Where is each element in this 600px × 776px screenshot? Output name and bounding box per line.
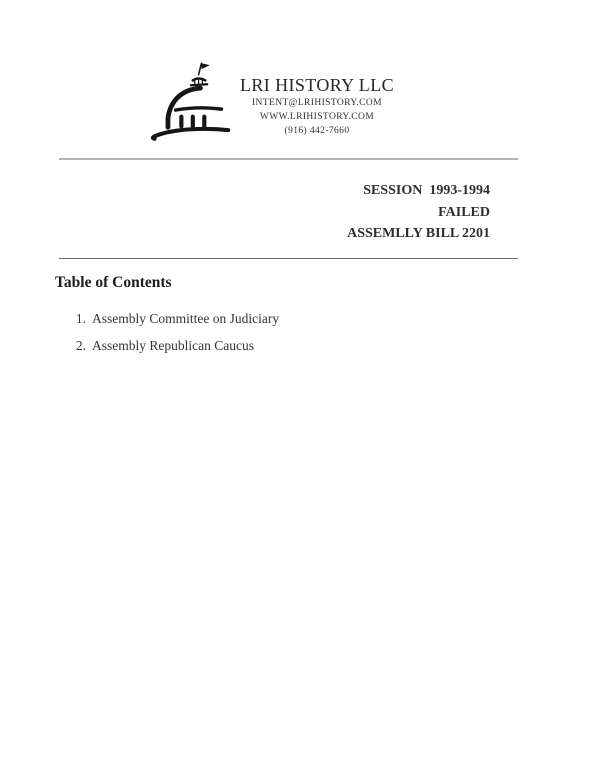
toc-item-number: 2.: [75, 338, 86, 353]
company-phone: (916) 442-7660: [284, 126, 350, 136]
status-line: FAILED: [438, 204, 490, 220]
header: [224, 74, 410, 138]
session-line: SESSION 1993-1994: [363, 183, 490, 198]
divider-top: [59, 158, 518, 160]
toc-list: [55, 305, 515, 359]
case-info: [347, 180, 490, 245]
toc-item-label: Assembly Republican Caucus: [92, 338, 254, 353]
toc-title: Table of Contents: [55, 274, 172, 291]
toc-item-label: Assembly Committee on Judiciary: [92, 311, 280, 326]
company-website: WWW.LRIHISTORY.COM: [259, 112, 375, 122]
bill-line: ASSEMLLY BILL 2201: [347, 226, 490, 241]
table-of-contents: [55, 274, 515, 359]
company-name: LRI HISTORY LLC: [239, 75, 394, 95]
divider-bottom: [59, 258, 518, 259]
toc-item: [55, 305, 515, 332]
company-email: INTENT@LRIHISTORY.COM: [251, 98, 382, 108]
capitol-dome-icon: [146, 60, 232, 142]
toc-item: [55, 332, 515, 359]
toc-item-number: 1.: [75, 311, 86, 326]
